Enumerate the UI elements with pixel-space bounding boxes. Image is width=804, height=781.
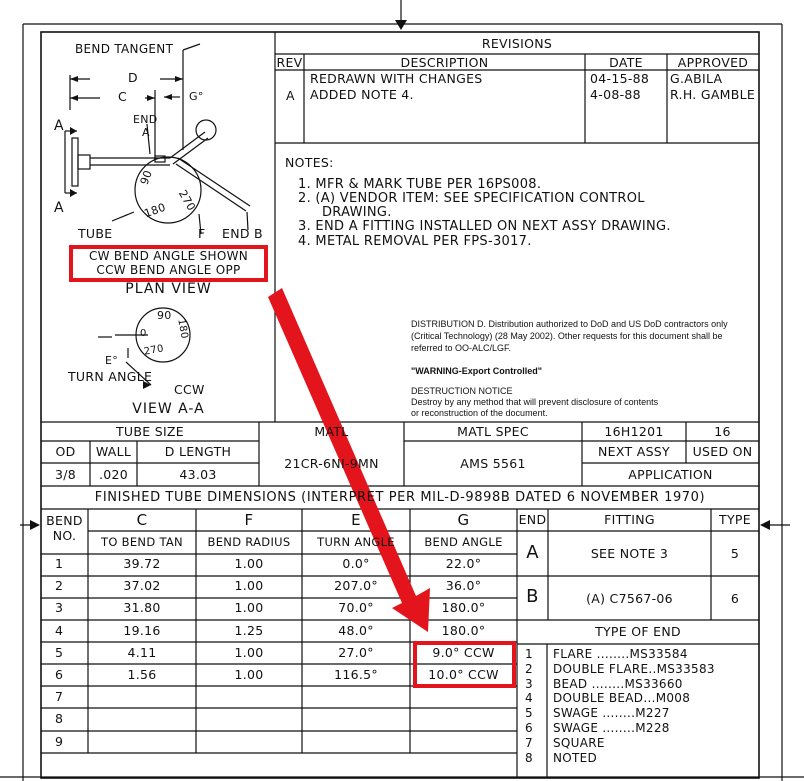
application-label: APPLICATION: [628, 467, 713, 482]
dim-c-label: C: [118, 89, 128, 104]
bend-row-2-e: 207.0°: [334, 578, 378, 594]
bend-row-5-no: 5: [55, 644, 64, 660]
note-4: 4. METAL REMOVAL PER FPS-3017.: [298, 234, 532, 249]
bend-row-3-g: 180.0°: [441, 600, 486, 616]
view-aa-title: VIEW A-A: [132, 401, 205, 417]
bend-no-header-2: NO.: [52, 528, 77, 543]
bend-row-7-no: 7: [55, 689, 64, 705]
bend-row-1-e: 0.0°: [342, 556, 370, 571]
type-header: TYPE: [719, 512, 751, 527]
fitting-a-value: SEE NOTE 3: [590, 546, 669, 561]
end-b-label: END B: [222, 226, 263, 241]
bend-row-6-g: 10.0° CCW: [428, 667, 499, 682]
end-type-number: 5: [525, 706, 533, 721]
end-type-number: 6: [525, 721, 533, 735]
col-g-letter: G: [457, 511, 470, 529]
end-type-text: SWAGE ........M227: [553, 706, 670, 721]
bend-row-1-g: 22.0°: [445, 556, 482, 571]
revisions-title: REVISIONS: [481, 36, 553, 51]
rev-value: A: [286, 88, 295, 103]
description-header: DESCRIPTION: [400, 55, 489, 70]
col-e-letter: E: [351, 511, 361, 529]
bend-row-1-f: 1.00: [234, 556, 264, 571]
rev-header: REV: [276, 55, 303, 70]
end-type-number: 2: [525, 661, 533, 676]
col-f-header: BEND RADIUS: [207, 535, 291, 549]
bend-row-2-g: 36.0°: [445, 578, 482, 594]
bend-row-3-c: 31.80: [123, 600, 161, 616]
length-label: D LENGTH: [164, 444, 232, 459]
tube-size-title: TUBE SIZE: [115, 424, 184, 439]
bend-row-6-f: 1.00: [234, 667, 264, 682]
col-g-header: BEND ANGLE: [424, 535, 503, 549]
bend-no-header-1: BEND: [46, 513, 83, 528]
bend-row-4-f: 1.25: [234, 622, 264, 638]
note-2: 2. (A) VENDOR ITEM: SEE SPECIFICATION CONTROL: [298, 191, 645, 206]
date-header: DATE: [609, 55, 643, 70]
bend-row-5-c: 4.11: [127, 644, 157, 660]
dist-line-2: (Critical Technology) (28 May 2002). Other requests for this document shall be: [411, 331, 723, 341]
plan-view-title: PLAN VIEW: [125, 281, 212, 297]
end-header: END: [518, 512, 547, 527]
tube-label: TUBE: [78, 226, 113, 241]
bend-row-2-c: 37.02: [123, 578, 161, 594]
fitting-end-a: A: [526, 542, 539, 563]
bend-row-4-g: 180.0°: [441, 622, 486, 638]
next-assy-label: NEXT ASSY: [598, 444, 670, 459]
fitting-header: FITTING: [604, 512, 655, 527]
rev-date-2: 4-08-88: [590, 87, 641, 102]
ccw-angle-highlight: [413, 641, 516, 688]
notes-title: NOTES:: [285, 155, 334, 170]
cw-note: CW BEND ANGLE SHOWN: [88, 249, 249, 263]
col-c-header: TO BEND TAN: [101, 535, 183, 549]
turn-angle-label: TURN ANGLE: [68, 369, 153, 384]
small-dial-180: 180: [175, 318, 190, 340]
small-dial-90: 90: [157, 309, 172, 322]
part-number: 16H1201: [604, 424, 664, 439]
rev-desc-1: REDRAWN WITH CHANGES: [310, 71, 483, 86]
bend-row-3-f: 1.00: [234, 600, 264, 616]
bend-row-6-e: 116.5°: [334, 667, 378, 682]
dial-180: 180: [142, 200, 168, 221]
bend-row-4-c: 19.16: [123, 622, 161, 638]
dist-line-3: referred to OO-ALC/LGF.: [411, 343, 512, 353]
bend-row-2-no: 2: [55, 578, 64, 594]
fitting-b-type: 6: [730, 591, 740, 606]
wall-label: WALL: [95, 444, 132, 459]
matl-spec-label: MATL SPEC: [457, 424, 529, 439]
bend-row-1-no: 1: [55, 556, 64, 571]
dim-d-label: D: [128, 70, 138, 85]
bend-row-5-f: 1.00: [234, 644, 264, 660]
type-of-end-title: TYPE OF END: [595, 624, 681, 639]
matl-value: 21CR-6NI-9MN: [284, 456, 379, 471]
fitting-b-value: (A) C7567-06: [586, 591, 673, 606]
note-3: 3. END A FITTING INSTALLED ON NEXT ASSY DRAWING.: [298, 219, 671, 234]
bend-row-3-no: 3: [55, 600, 64, 616]
section-a-top: A: [54, 118, 64, 134]
small-dial-0: 0: [140, 328, 147, 339]
rev-desc-2: ADDED NOTE 4.: [310, 87, 414, 102]
end-type-text: SQUARE: [553, 735, 605, 750]
fitting-a-type: 5: [730, 546, 740, 561]
end-type-number: 7: [525, 735, 533, 750]
bend-tangent-label: BEND TANGENT: [75, 42, 174, 56]
note-1: 1. MFR & MARK TUBE PER 16PS008.: [298, 177, 542, 192]
destruction-title: DESTRUCTION NOTICE: [411, 386, 513, 396]
end-type-text: SWAGE ........M228: [553, 721, 670, 735]
rev-approved-2: R.H. GAMBLE: [670, 87, 756, 102]
bend-row-4-no: 4: [55, 622, 64, 638]
ccw-note: CCW BEND ANGLE OPP: [96, 263, 241, 277]
dial-90: 90: [137, 168, 155, 187]
sheet-number: 16: [714, 424, 731, 439]
end-type-text: BEAD ........MS33660: [553, 676, 683, 691]
fitting-end-b: B: [526, 586, 539, 607]
col-f-letter: F: [244, 511, 254, 529]
matl-spec-value: AMS 5561: [460, 456, 526, 471]
col-c-letter: C: [136, 511, 148, 529]
end-type-number: 1: [525, 647, 533, 661]
used-on-label: USED ON: [692, 444, 753, 459]
ccw-label: CCW: [174, 382, 205, 397]
bend-row-3-e: 70.0°: [338, 600, 374, 616]
end-a-letter: A: [142, 126, 150, 139]
bend-row-6-c: 1.56: [127, 667, 157, 682]
end-type-number: 4: [525, 691, 533, 706]
bend-row-6-no: 6: [55, 667, 64, 682]
rev-date-1: 04-15-88: [590, 71, 650, 86]
bend-row-4-e: 48.0°: [338, 622, 374, 638]
end-type-text: DOUBLE FLARE..MS33583: [553, 661, 715, 676]
bend-row-9-no: 9: [55, 733, 64, 749]
rev-approved-1: G.ABILA: [670, 71, 723, 86]
end-type-text: NOTED: [553, 750, 598, 765]
dim-f-label: F: [198, 226, 206, 241]
small-dial-270: 270: [143, 343, 165, 358]
e-deg-label: E°: [105, 354, 119, 367]
section-a-bottom: A: [54, 200, 64, 216]
bend-row-1-c: 39.72: [123, 556, 161, 571]
finished-tube-title: FINISHED TUBE DIMENSIONS (INTERPRET PER MIL-D-9898B DATED 6 NOVEMBER 1970): [94, 490, 706, 505]
end-type-number: 3: [525, 676, 533, 691]
end-type-text: FLARE ........MS33584: [553, 647, 688, 661]
dial-270: 270: [175, 187, 199, 214]
bend-row-2-f: 1.00: [234, 578, 264, 594]
end-type-text: DOUBLE BEAD...M008: [553, 691, 691, 706]
dim-g-label: G°: [189, 90, 204, 103]
end-a-label: END: [133, 113, 158, 126]
destruction-line-1: Destroy by any method that will prevent disclosure of contents: [411, 397, 659, 407]
wall-value: .020: [98, 467, 129, 482]
dist-line-1: DISTRIBUTION D. Distribution authorized to DoD and US DoD contractors only: [411, 319, 728, 329]
note-2-cont: DRAWING.: [322, 205, 392, 220]
bend-row-5-e: 27.0°: [338, 644, 374, 660]
length-value: 43.03: [179, 467, 217, 482]
bend-row-5-g: 9.0° CCW: [432, 644, 495, 660]
od-value: 3/8: [54, 467, 77, 482]
destruction-line-2: or reconstruction of the document.: [411, 408, 548, 418]
bend-row-8-no: 8: [55, 711, 64, 727]
od-label: OD: [55, 444, 76, 459]
approved-header: APPROVED: [677, 55, 749, 70]
matl-label: MATL: [314, 424, 349, 439]
col-e-header: TURN ANGLE: [317, 535, 395, 549]
end-type-number: 8: [525, 750, 533, 765]
export-warning: "WARNING-Export Controlled": [411, 366, 543, 376]
